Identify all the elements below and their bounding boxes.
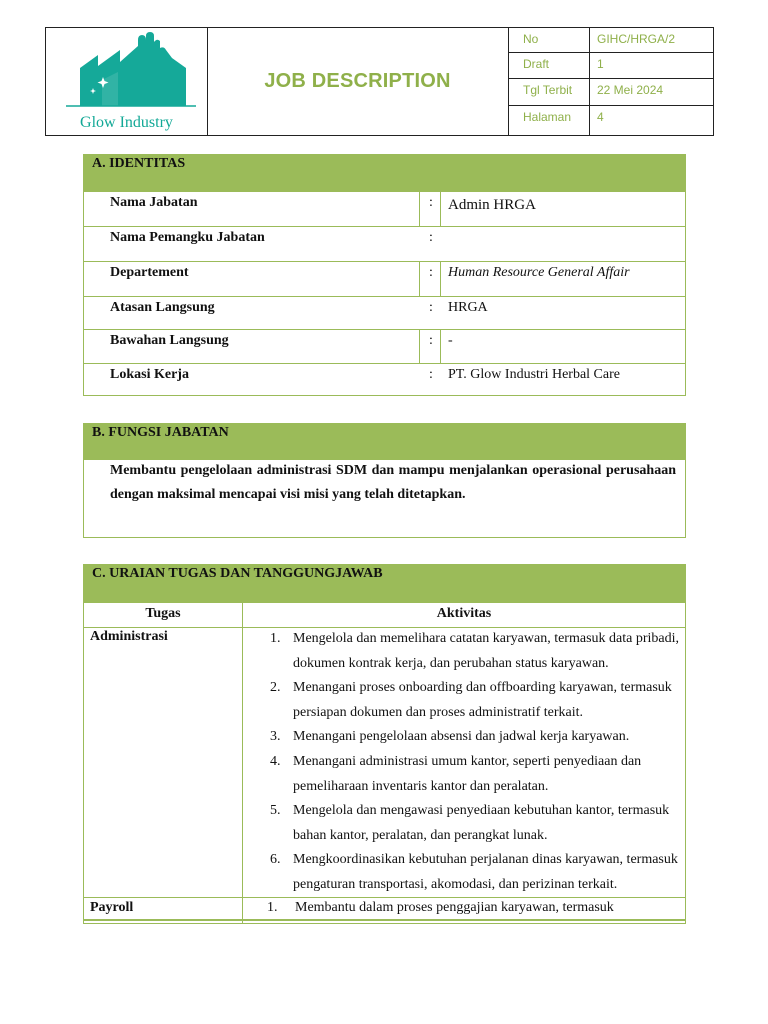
payroll-row [84, 897, 685, 921]
glow-industry-logo-icon [46, 28, 207, 114]
meta-value: 22 Mei 2024 [597, 83, 664, 97]
item-number: 6. [270, 852, 281, 868]
meta-table [508, 28, 713, 135]
divider [419, 192, 420, 226]
row-lokasi-kerja [84, 363, 685, 395]
meta-value: 4 [597, 110, 604, 124]
field-label: Departement [110, 265, 189, 280]
row-departement [84, 261, 685, 296]
column-header-aktivitas: Aktivitas [436, 606, 492, 621]
fungsi-jabatan-text: Membantu pengelolaan administrasi SDM dan mampu menjalankan operasional perusahaan dengan maksimal mencapai visi misi yang telah ditetapkan. [110, 463, 676, 502]
item-number: 1. [267, 900, 278, 915]
item-text: Mengelola dan mengawasi penyediaan kebutuhan kantor, termasuk bahan kantor, peralatan, dan perangkat lunak. [293, 803, 670, 843]
section-heading [84, 424, 685, 460]
field-colon: : [429, 265, 433, 280]
meta-row-tgl-terbit [508, 79, 713, 106]
meta-key: Halaman [523, 110, 572, 124]
section-fungsi-jabatan [83, 423, 686, 538]
row-nama-pemangku-jabatan [84, 226, 685, 261]
item-number: 4. [270, 753, 281, 769]
field-label: Nama Pemangku Jabatan [110, 230, 265, 245]
section-uraian-tugas [83, 564, 686, 924]
list-item [270, 725, 680, 750]
document-title: JOB DESCRIPTION [264, 70, 451, 92]
list-item [270, 750, 680, 799]
column-divider [242, 602, 243, 923]
meta-key: No [523, 32, 539, 46]
section-heading-text: C. URAIAN TUGAS DAN TANGGUNGJAWAB [92, 566, 383, 581]
field-colon: : [429, 333, 433, 348]
aktivitas-administrasi-list [270, 627, 680, 898]
field-value: HRGA [448, 300, 488, 315]
field-colon: : [429, 300, 433, 315]
item-number: 1. [270, 631, 281, 646]
list-item [270, 848, 680, 897]
document-header [45, 27, 714, 136]
item-text: Mengelola dan memelihara catatan karyawan, termasuk data pribadi, dokumen kontrak kerja, dan perubahan status karyawan. [293, 631, 679, 671]
item-number: 3. [270, 729, 281, 745]
section-heading-text: B. FUNGSI JABATAN [92, 425, 229, 440]
section-identitas [83, 154, 686, 396]
field-value: PT. Glow Industri Herbal Care [448, 367, 620, 382]
meta-key: Tgl Terbit [523, 83, 573, 97]
item-text: Menangani proses onboarding dan offboarding karyawan, termasuk persiapan dokumen dan proses administratif terkait. [293, 680, 672, 720]
table-header-row [84, 602, 685, 628]
divider [419, 330, 420, 363]
item-number: 5. [270, 803, 281, 819]
field-label: Atasan Langsung [110, 300, 215, 315]
field-colon: : [429, 195, 433, 210]
meta-value: 1 [597, 57, 604, 71]
divider [419, 262, 420, 296]
logo-cell [46, 28, 208, 135]
item-text: Membantu dalam proses penggajian karyawan, termasuk [295, 900, 614, 915]
item-text: Menangani administrasi umum kantor, seperti penyediaan dan pemeliharaan inventaris kantor dan peralatan. [293, 753, 642, 794]
item-text: Menangani pengelolaan absensi dan jadwal kerja karyawan. [293, 729, 630, 745]
meta-key: Draft [523, 57, 550, 71]
section-heading [84, 155, 685, 191]
field-value: Admin HRGA [448, 197, 536, 213]
meta-row-draft [508, 53, 713, 79]
field-value: Human Resource General Affair [448, 265, 630, 280]
logo-text: Glow Industry [80, 114, 173, 131]
field-label: Bawahan Langsung [110, 333, 229, 348]
meta-row-halaman [508, 106, 713, 135]
field-label: Nama Jabatan [110, 195, 198, 210]
tugas-administrasi: Administrasi [90, 629, 168, 644]
list-item [270, 627, 680, 676]
section-heading [84, 565, 685, 602]
tugas-payroll: Payroll [90, 900, 134, 915]
item-text: Mengkoordinasikan kebutuhan perjalanan dinas karyawan, termasuk pengaturan transportasi, akomodasi, dan perizinan terkait. [293, 852, 678, 892]
list-item [270, 799, 680, 848]
column-header-tugas: Tugas [145, 606, 181, 621]
field-label: Lokasi Kerja [110, 367, 189, 382]
meta-value: GIHC/HRGA/2 [597, 32, 676, 46]
divider [440, 192, 441, 226]
divider [440, 330, 441, 363]
field-colon: : [429, 367, 433, 382]
row-nama-jabatan [84, 191, 685, 226]
item-number: 2. [270, 680, 281, 696]
row-bawahan-langsung [84, 329, 685, 363]
list-item [270, 676, 680, 725]
field-colon: : [429, 230, 433, 245]
title-cell [207, 28, 509, 135]
row-atasan-langsung [84, 296, 685, 329]
section-heading-text: A. IDENTITAS [92, 156, 186, 171]
field-value: - [448, 333, 453, 348]
divider [440, 262, 441, 296]
meta-row-no [508, 28, 713, 53]
